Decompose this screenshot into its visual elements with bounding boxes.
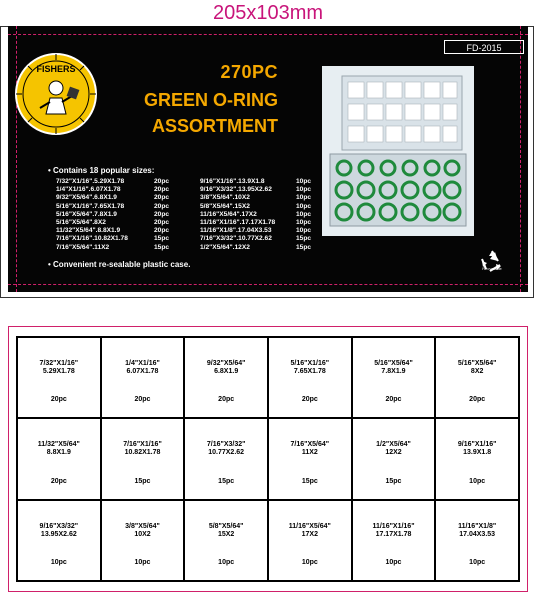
spec-qty: 20pc <box>154 186 170 194</box>
headline-product: GREEN O-RING <box>143 90 278 110</box>
cell-size-mm: 8.8X1.9 <box>46 449 71 457</box>
cell-size-mm: 10.77X2.62 <box>208 449 245 457</box>
logo-wordmark: FISHERS <box>36 64 76 74</box>
cell-qty: 20pc <box>469 396 486 404</box>
cell-size-mm: 11X2 <box>301 449 318 457</box>
cell-size-inch: 1/2"X5/64" <box>376 441 411 449</box>
cell-size-mm: 17.04X3.53 <box>459 530 496 538</box>
insert-cell <box>268 337 352 418</box>
cut-line-bottom <box>8 284 528 285</box>
fishers-logo-icon <box>14 52 98 136</box>
cut-line-top <box>8 34 528 35</box>
cell-size-mm: 8X2 <box>470 368 484 375</box>
spec-qty: 20pc <box>154 178 170 185</box>
cell-size-mm: 10X2 <box>134 530 151 538</box>
spec-size: 5/8"X5/64".15X2 <box>200 202 250 210</box>
spec-qty: 10pc <box>296 202 312 210</box>
spec-size: 11/32"X5/64".8.8X1.9 <box>56 227 121 235</box>
cell-size-inch: 5/16"X5/64" <box>457 360 497 367</box>
spec-qty: 10pc <box>296 227 312 235</box>
insert-cell <box>17 337 101 418</box>
spec-size: 9/16"X3/32".13.95X2.62 <box>200 186 272 194</box>
spec-qty: 10pc <box>296 219 312 227</box>
insert-cell <box>352 337 436 418</box>
spec-qty: 15pc <box>296 243 312 251</box>
specs-intro: • Contains 18 popular sizes: <box>48 166 155 175</box>
specs-row <box>56 235 320 243</box>
recycle-icon <box>478 248 506 276</box>
cell-size-mm: 6.07X1.78 <box>126 368 159 375</box>
spec-size: 7/16"X1/16".10.82X1.78 <box>56 235 128 243</box>
cut-line-right <box>520 26 521 292</box>
cell-size-inch: 7/32"X1/16" <box>39 360 79 367</box>
cell-qty: 10pc <box>469 559 486 566</box>
cell-size-inch: 5/8"X5/64" <box>208 522 244 530</box>
specs-row <box>56 244 320 252</box>
insert-cell <box>184 337 268 418</box>
cell-size-mm: 13.95X2.62 <box>40 530 77 538</box>
cell-qty: 10pc <box>50 559 67 566</box>
cell-size-inch: 7/16"X1/16" <box>123 441 162 449</box>
cell-qty: 10pc <box>134 559 151 566</box>
cell-size-inch: 7/16"X5/64" <box>290 441 330 449</box>
cell-size-inch: 9/16"X3/32" <box>39 522 79 530</box>
spec-qty: 15pc <box>296 235 312 243</box>
spec-size: 7/16"X5/64".11X2 <box>56 243 110 251</box>
recycle-label: Recyclable <box>482 266 502 271</box>
spec-size: 7/32"X1/16".5.29X1.78 <box>56 178 125 185</box>
cell-size-inch: 7/16"X3/32" <box>206 441 246 449</box>
specs-row <box>56 211 320 219</box>
spec-qty: 20pc <box>154 202 170 210</box>
oring-case-photo <box>322 66 474 236</box>
cell-qty: 15pc <box>134 477 151 485</box>
cell-qty: 20pc <box>218 396 235 404</box>
cell-qty: 20pc <box>301 396 318 404</box>
spec-qty: 20pc <box>154 227 170 235</box>
cell-size-inch: 11/16"X1/16" <box>372 522 415 530</box>
cell-qty: 20pc <box>385 396 402 404</box>
specs-row <box>56 194 320 202</box>
dimension-label: 205x103mm <box>212 2 324 24</box>
spec-size: 11/16"X1/8".17.04X3.53 <box>200 227 272 235</box>
specs-table <box>56 178 320 252</box>
spec-qty: 10pc <box>296 186 312 194</box>
insert-cell <box>101 500 185 581</box>
cell-qty: 20pc <box>134 396 151 404</box>
spec-size: 11/16"X5/64".17X2 <box>200 210 257 218</box>
spec-size: 3/8"X5/64".10X2 <box>200 194 250 202</box>
spec-size: 5/16"X5/64".7.8X1.9 <box>56 210 117 218</box>
cell-size-mm: 15X2 <box>217 530 235 538</box>
insert-cell <box>268 418 352 499</box>
cell-size-mm: 12X2 <box>385 449 402 457</box>
cell-qty: 10pc <box>469 477 486 485</box>
insert-cell <box>352 500 436 581</box>
spec-size: 11/16"X1/16".17.17X1.78 <box>200 219 276 227</box>
cell-size-mm: 10.82X1.78 <box>124 449 161 457</box>
spec-qty: 20pc <box>154 219 170 227</box>
insert-cell <box>17 500 101 581</box>
specs-row <box>56 227 320 235</box>
insert-cell <box>17 418 101 499</box>
insert-grid <box>16 336 520 582</box>
spec-size: 1/2"X5/64".12X2 <box>200 243 250 251</box>
specs-row <box>56 203 320 211</box>
insert-cell <box>101 337 185 418</box>
cell-qty: 15pc <box>385 477 402 485</box>
cell-size-inch: 9/32"X5/64" <box>206 360 246 367</box>
insert-cell <box>435 418 519 499</box>
spec-qty: 15pc <box>154 243 170 251</box>
cell-size-mm: 7.65X1.78 <box>293 368 326 375</box>
spec-qty: 20pc <box>154 210 170 218</box>
spec-size: 5/16"X1/16".7.65X1.78 <box>56 202 125 210</box>
cell-qty: 15pc <box>301 477 318 485</box>
cell-size-inch: 11/16"X5/64" <box>288 522 331 530</box>
specs-row <box>56 219 320 227</box>
cell-size-inch: 5/16"X5/64" <box>374 360 413 367</box>
headline-count: 270PC <box>220 62 278 82</box>
specs-row <box>56 178 320 186</box>
cell-size-mm: 6.8X1.9 <box>214 368 239 375</box>
cell-qty: 10pc <box>218 559 235 566</box>
model-number: FD-2015 <box>444 40 524 54</box>
cell-qty: 20pc <box>50 477 67 485</box>
spec-qty: 10pc <box>296 178 312 185</box>
spec-size: 9/32"X5/64".6.8X1.9 <box>56 194 117 202</box>
cell-size-inch: 3/8"X5/64" <box>125 522 160 530</box>
insert-cell <box>268 500 352 581</box>
insert-cell <box>184 500 268 581</box>
insert-cell <box>184 418 268 499</box>
cell-size-inch: 11/32"X5/64" <box>37 441 80 449</box>
spec-qty: 15pc <box>154 235 170 243</box>
spec-size: 1/4"X1/16".6.07X1.78 <box>56 186 121 194</box>
cell-size-inch: 9/16"X1/16" <box>457 441 497 449</box>
spec-qty: 10pc <box>296 210 312 218</box>
cell-size-mm: 7.8X1.9 <box>381 368 406 375</box>
insert-cell <box>101 418 185 499</box>
spec-size: 9/16"X1/16".13.9X1.8 <box>200 178 265 185</box>
spec-size: 7/16"X3/32".10.77X2.62 <box>200 235 272 243</box>
spec-qty: 10pc <box>296 194 312 202</box>
cell-qty: 15pc <box>218 477 235 485</box>
cell-qty: 10pc <box>301 559 318 566</box>
cell-size-mm: 5.29X1.78 <box>42 368 75 375</box>
insert-cell <box>435 500 519 581</box>
cell-size-inch: 11/16"X1/8" <box>458 522 497 530</box>
cell-size-mm: 13.9X1.8 <box>463 449 492 457</box>
specs-row <box>56 186 320 194</box>
cell-qty: 20pc <box>50 396 67 404</box>
specs-outro: • Convenient re-sealable plastic case. <box>48 260 191 269</box>
cell-size-inch: 1/4"X1/16" <box>125 360 160 367</box>
insert-cell <box>352 418 436 499</box>
spec-qty: 20pc <box>154 194 170 202</box>
cell-size-mm: 17.17X1.78 <box>375 530 412 538</box>
cell-size-mm: 17X2 <box>301 530 318 538</box>
insert-cell <box>435 337 519 418</box>
spec-size: 5/16"X5/64".8X2 <box>56 219 106 227</box>
cell-qty: 10pc <box>385 559 402 566</box>
cell-size-inch: 5/16"X1/16" <box>290 360 330 367</box>
headline-type: ASSORTMENT <box>152 116 278 136</box>
